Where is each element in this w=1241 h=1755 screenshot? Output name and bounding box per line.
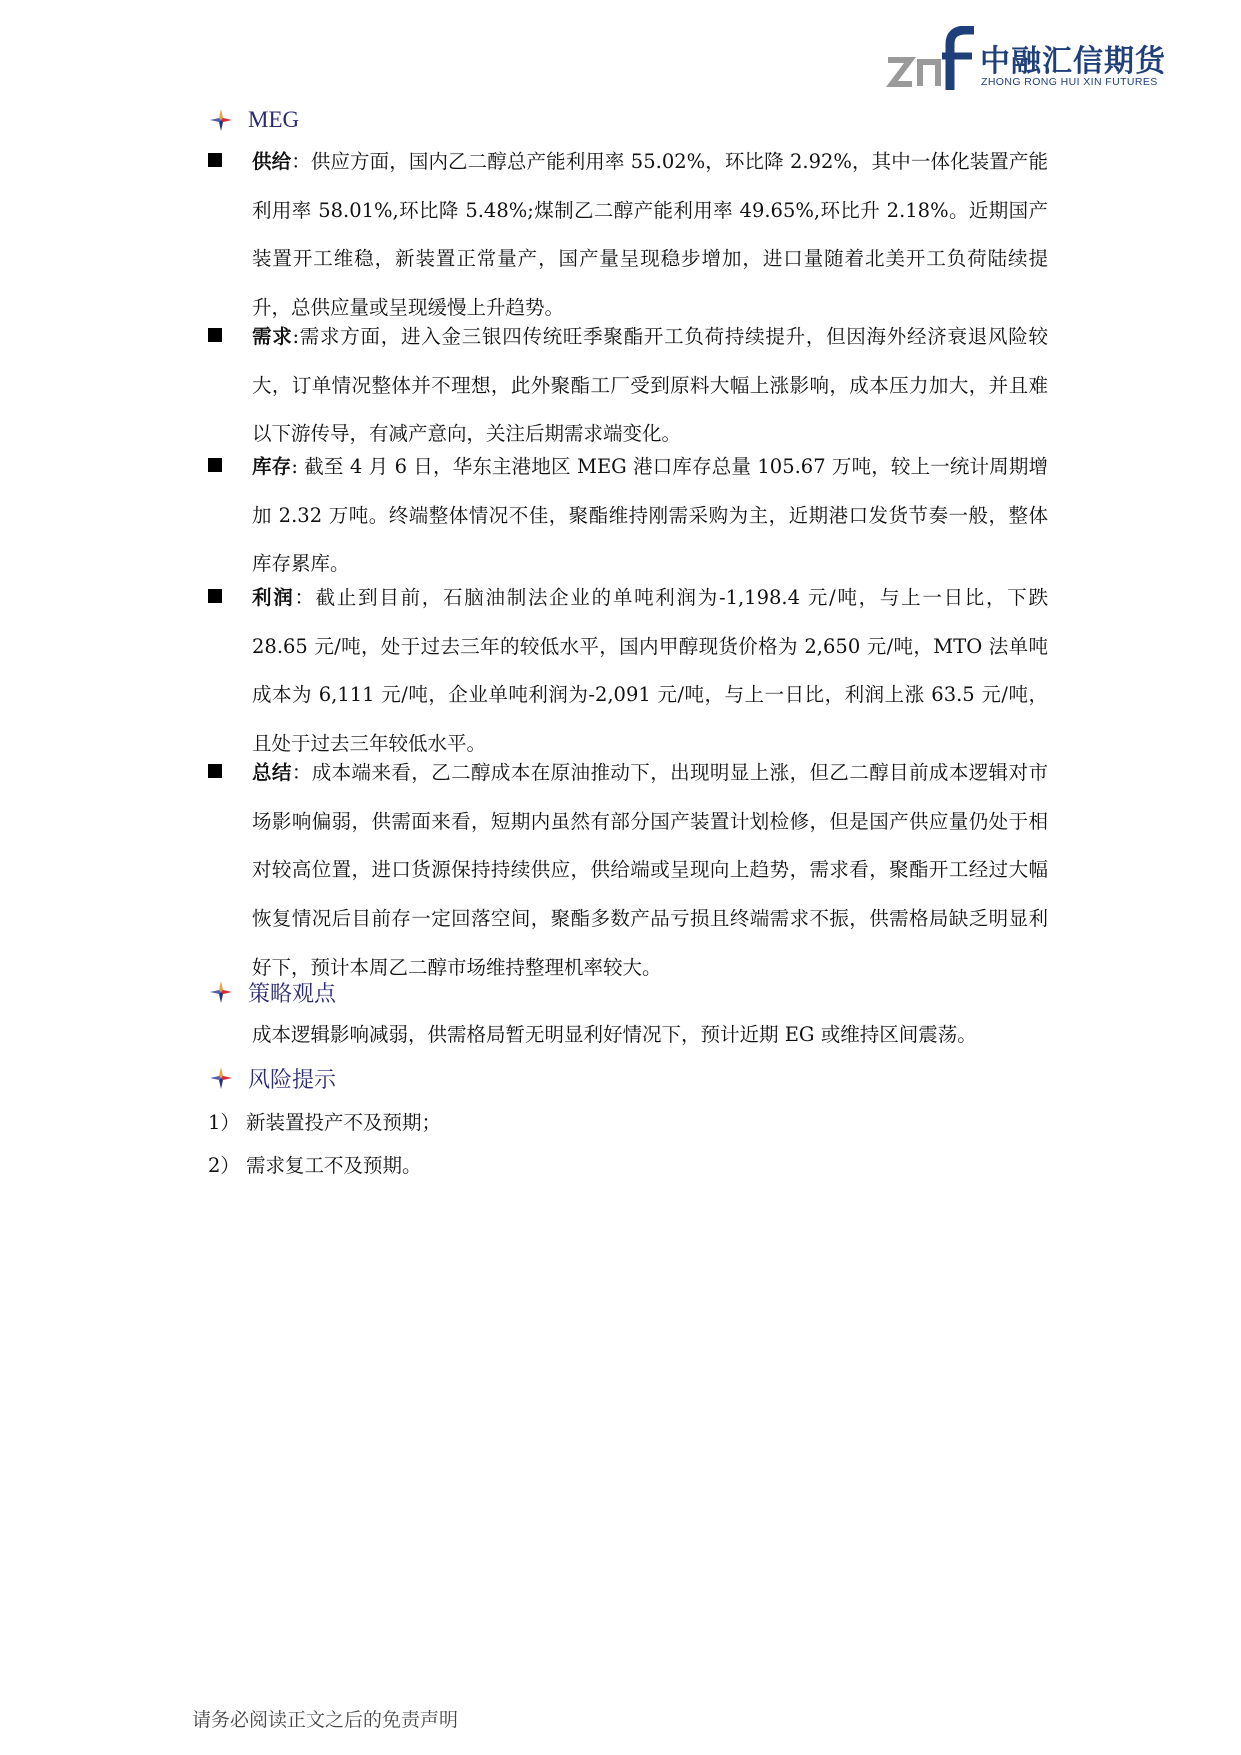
bullet-paragraph (252, 138, 1048, 333)
section-heading-strategy (208, 977, 336, 1007)
bullet-body: : 截至 4 月 6 日，华东主港地区 MEG 港口库存总量 105.67 万吨，较上一统计周期增加 2.32 万吨。终端整体情况不佳，聚酯维持刚需采购为主，近期港口发货节奏一般，整体库存累库。 (252, 455, 1048, 576)
bullet-label: 总结 (252, 761, 292, 784)
bullet-profit (208, 574, 1048, 769)
bullet-paragraph (252, 574, 1048, 769)
section-title: 风险提示 (248, 1067, 337, 1093)
bullet-label: 库存 (252, 455, 292, 478)
bullet-paragraph (252, 749, 1048, 993)
four-point-star-icon (208, 107, 234, 133)
four-point-star-icon (208, 1065, 234, 1091)
bullet-label: 利润 (252, 586, 295, 609)
square-bullet-icon (208, 458, 222, 472)
company-name-en: ZHONG RONG HUI XIN FUTURES (981, 76, 1158, 88)
strategy-paragraph: 成本逻辑影响减弱，供需格局暂无明显利好情况下，预计近期 EG 或维持区间震荡。 (252, 1023, 977, 1046)
square-bullet-icon (208, 153, 222, 167)
section-title: MEG (248, 107, 300, 132)
bullet-body: ：成本端来看，乙二醇成本在原油推动下，出现明显上涨，但乙二醇目前成本逻辑对市场影响偏弱，供需面来看，短期内虽然有部分国产装置计划检修，但是国产供应量仍处于相对较高位置，进口货源保持持续供应，供给端或呈现向上趋势，需求看，聚酯开工经过大幅恢复情况后目前存一定回落空间，聚酯多数产品亏损且终端需求不振，供需格局缺乏明显利好下，预计本周乙二醇市场维持整理机率较大。 (252, 761, 1048, 979)
risk-number: 2） (208, 1154, 240, 1177)
risk-item (208, 1151, 422, 1181)
bullet-summary (208, 749, 1048, 993)
bullet-paragraph (252, 443, 1048, 589)
risk-text: 需求复工不及预期。 (246, 1154, 422, 1177)
company-logo (884, 26, 1174, 94)
section-heading-meg (208, 105, 299, 135)
risk-item (208, 1108, 441, 1138)
square-bullet-icon (208, 328, 222, 342)
znf-logo-icon (884, 26, 976, 94)
section-heading-risk (208, 1063, 336, 1093)
footer-disclaimer: 请务必阅读正文之后的免责声明 (192, 1709, 459, 1731)
bullet-body: :需求方面，进入金三银四传统旺季聚酯开工负荷持续提升，但因海外经济衰退风险较大，订单情况整体并不理想，此外聚酯工厂受到原料大幅上涨影响，成本压力加大，并且难以下游传导，有减产意向，关注后期需求端变化。 (252, 325, 1048, 446)
bullet-demand (208, 313, 1048, 459)
bullet-inventory (208, 443, 1048, 589)
bullet-body: ：截止到目前，石脑油制法企业的单吨利润为-1,198.4 元/吨，与上一日比，下跌 28.65 元/吨，处于过去三年的较低水平，国内甲醇现货价格为 2,650 元/吨，MTO 法单吨成本为 6,111 元/吨，企业单吨利润为-2,091 元/吨，与上一日比，利润上涨 63.5 元/吨，且处于过去三年较低水平。 (252, 586, 1048, 756)
bullet-label: 供给 (252, 150, 292, 173)
four-point-star-icon (208, 979, 234, 1005)
square-bullet-icon (208, 764, 222, 778)
bullet-label: 需求 (252, 325, 293, 348)
bullet-body: ：供应方面，国内乙二醇总产能利用率 55.02%，环比降 2.92%，其中一体化装置产能利用率 58.01%,环比降 5.48%;煤制乙二醇产能利用率 49.65%,环比升 2.18%。近期国产装置开工维稳，新装置正常量产，国产量呈现稳步增加，进口量随着北美开工负荷陆续提升，总供应量或呈现缓慢上升趋势。 (252, 150, 1048, 320)
bullet-supply (208, 138, 1048, 333)
bullet-paragraph (252, 313, 1048, 459)
risk-number: 1） (208, 1111, 240, 1134)
square-bullet-icon (208, 589, 222, 603)
section-title: 策略观点 (248, 981, 337, 1007)
company-name-cn: 中融汇信期货 (980, 44, 1166, 79)
risk-text: 新装置投产不及预期； (246, 1111, 442, 1134)
